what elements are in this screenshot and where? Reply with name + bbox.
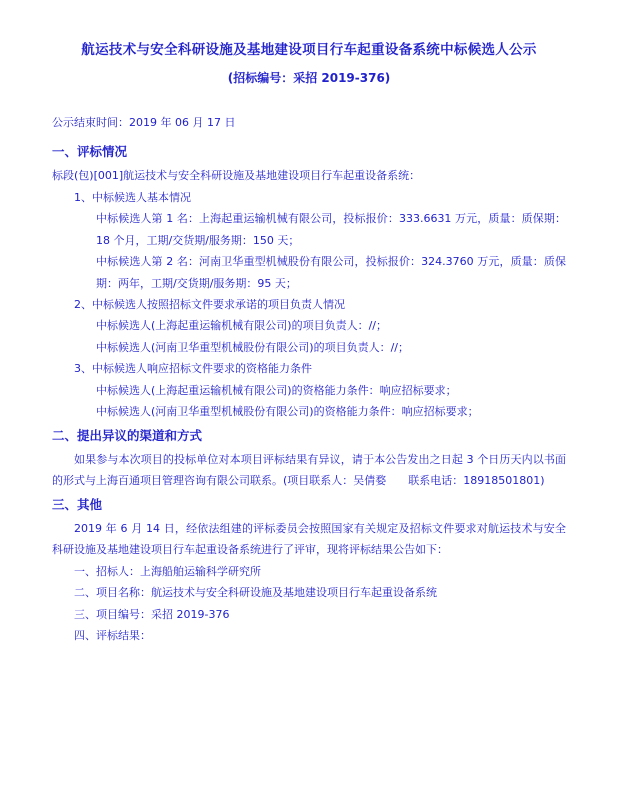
other-paragraph: 2019 年 6 月 14 日，经依法组建的评标委员会按照国家有关规定及招标文件要求对航运技术与安全科研设施及基地建设项目行车起重设备系统进行了评审，现将评标结果公告如下： (52, 521, 566, 557)
subsection-number: 3、中标候选人响应招标文件要求的资格能力条件 (74, 362, 312, 376)
candidate-1-manager: 中标候选人(上海起重运输机械有限公司)的项目负责人：//； (96, 319, 387, 333)
list-item: 三、项目编号：采招 2019-376 (74, 607, 230, 621)
page-title: 航运技术与安全科研设施及基地建设项目行车起重设备系统中标候选人公示 (81, 42, 537, 58)
candidate-1-qualification: 中标候选人(上海起重运输机械有限公司)的资格能力条件：响应招标要求； (96, 383, 457, 397)
section-heading-other: 三、其他 (52, 496, 103, 512)
candidate-2-info: 中标候选人第 2 名：河南卫华重型机械股份有限公司，投标报价：324.3760 万元，质量：质保期：两年，工期/交货期/服务期：95 天； (96, 255, 566, 290)
objection-paragraph: 如果参与本次项目的投标单位对本项目评标结果有异议，请于本公告发出之日起 3 个日历天内以书面的形式与上海百通项目管理咨询有限公司联系。(项目联系人：吴倩婺 联系电话：18918501801) (52, 452, 566, 488)
section-lead-evaluation: 标段(包)[001]航运技术与安全科研设施及基地建设项目行车起重设备系统： (52, 169, 421, 183)
list-item: 二、项目名称：航运技术与安全科研设施及基地建设项目行车起重设备系统 (74, 586, 437, 600)
section-heading-evaluation: 一、评标情况 (52, 144, 128, 160)
subsection-number: 1、中标候选人基本情况 (74, 190, 191, 204)
subsection-number: 2、中标候选人按照招标文件要求承诺的项目负责人情况 (74, 297, 345, 311)
candidate-1-info: 中标候选人第 1 名：上海起重运输机械有限公司，投标报价：333.6631 万元，质量：质保期：18 个月，工期/交货期/服务期：150 天； (96, 212, 566, 247)
section-heading-objection: 二、提出异议的渠道和方式 (52, 427, 203, 443)
list-item: 四、评标结果： (74, 629, 151, 643)
publish-end-time: 公示结束时间：2019 年 06 月 17 日 (52, 115, 236, 129)
spacer (52, 90, 566, 112)
list-item: 一、招标人：上海船舶运输科学研究所 (74, 564, 261, 578)
candidate-2-manager: 中标候选人(河南卫华重型机械股份有限公司)的项目负责人：//； (96, 340, 409, 354)
candidate-2-qualification: 中标候选人(河南卫华重型机械股份有限公司)的资格能力条件：响应招标要求； (96, 405, 479, 419)
page-subtitle: (招标编号：采招 2019-376) (227, 70, 391, 85)
